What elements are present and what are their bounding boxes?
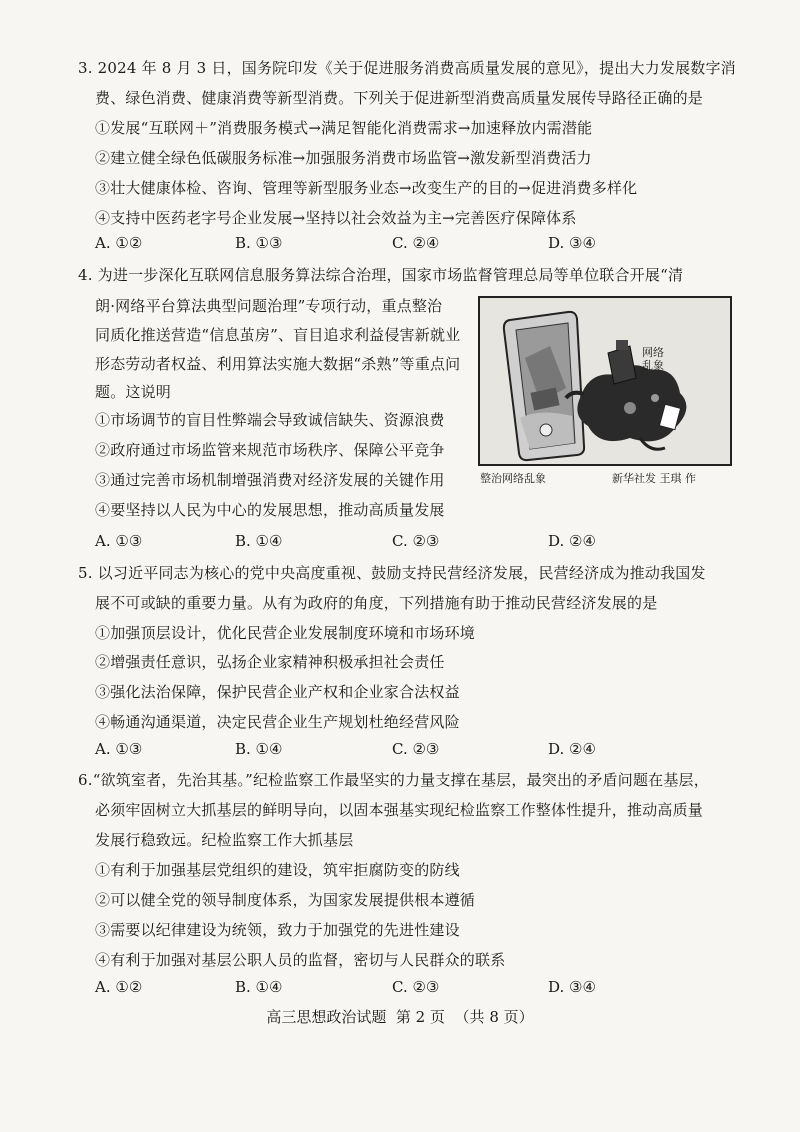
q4-item-2: ②政府通过市场监管来规范市场秩序、保障公平竞争 [95, 441, 445, 459]
q4-option-a: A. ①③ [95, 532, 143, 550]
q6-option-a: A. ①② [95, 978, 143, 996]
q4-option-d: D. ②④ [548, 532, 596, 550]
q3-option-c: C. ②④ [392, 234, 440, 252]
q4-options [95, 532, 735, 552]
q3-option-a: A. ①② [95, 234, 143, 252]
q4-option-c: C. ②③ [392, 532, 440, 550]
q5-item-3: ③强化法治保障，保护民营企业产权和企业家合法权益 [95, 683, 460, 701]
footer-title: 高三思想政治试题 [266, 1008, 387, 1026]
q5-stem-line-2: 展不可或缺的重要力量。从有为政府的角度，下列措施有助于推动民营经济发展的是 [95, 594, 658, 612]
q6-option-d: D. ③④ [548, 978, 596, 996]
q4-stem-line-5: 题。这说明 [95, 383, 172, 401]
q3-item-1: ①发展“互联网＋”消费服务模式→满足智能化消费需求→加速释放内需潜能 [95, 119, 593, 137]
q3-stem-line-1: 3. 2024 年 8 月 3 日，国务院印发《关于促进服务消费高质量发展的意见》，提出大力发展数字消 [78, 59, 736, 77]
q5-options [95, 740, 735, 760]
q6-stem-line-1: 6.“欲筑室者，先治其基。”纪检监察工作最坚实的力量支撑在基层，最突出的矛盾问题在基层， [78, 771, 709, 789]
q6-option-b: B. ①④ [235, 978, 283, 996]
q6-option-c: C. ②③ [392, 978, 440, 996]
q5-option-d: D. ②④ [548, 740, 596, 758]
q6-item-2: ②可以健全党的领导制度体系，为国家发展提供根本遵循 [95, 891, 476, 909]
q4-stem-line-3: 同质化推送营造“信息茧房”、盲目追求利益侵害新就业 [95, 326, 461, 344]
q4-item-4: ④要坚持以人民为中心的发展思想，推动高质量发展 [95, 501, 445, 519]
q6-item-4: ④有利于加强对基层公职人员的监督，密切与人民群众的联系 [95, 951, 506, 969]
q5-item-4: ④畅通沟通渠道，决定民营企业生产规划杜绝经营风险 [95, 713, 460, 731]
cartoon-caption-right: 新华社发 王琪 作 [612, 472, 696, 485]
q6-item-3: ③需要以纪律建设为统领，致力于加强党的先进性建设 [95, 921, 460, 939]
q4-item-3: ③通过完善市场机制增强消费对经济发展的关键作用 [95, 471, 445, 489]
cartoon-caption-left: 整治网络乱象 [480, 472, 546, 485]
cartoon-illustration [480, 298, 730, 464]
q5-option-c: C. ②③ [392, 740, 440, 758]
q5-item-2: ②增强责任意识，弘扬企业家精神积极承担社会责任 [95, 653, 445, 671]
cartoon-monster-label: 网络 乱象 [642, 346, 664, 372]
q6-item-1: ①有利于加强基层党组织的建设，筑牢拒腐防变的防线 [95, 861, 460, 879]
q5-option-a: A. ①③ [95, 740, 143, 758]
q4-stem-line-4: 形态劳动者权益、利用算法实施大数据“杀熟”等重点问 [95, 355, 461, 373]
q6-options [95, 978, 735, 998]
q4-item-1: ①市场调节的盲目性弊端会导致诚信缺失、资源浪费 [95, 411, 445, 429]
page-footer [0, 1006, 800, 1027]
footer-total-pages: （共 8 页） [454, 1008, 534, 1026]
q6-stem-line-2: 必须牢固树立大抓基层的鲜明导向，以固本强基实现纪检监察工作整体性提升，推动高质量 [95, 801, 704, 819]
q3-stem-line-2: 费、绿色消费、健康消费等新型消费。下列关于促进新型消费高质量发展传导路径正确的是 [95, 89, 704, 107]
footer-page-number: 第 2 页 [395, 1008, 445, 1026]
q5-item-1: ①加强顶层设计，优化民营企业发展制度环境和市场环境 [95, 624, 476, 642]
q6-stem-line-3: 发展行稳致远。纪检监察工作大抓基层 [95, 831, 354, 849]
q5-option-b: B. ①④ [235, 740, 283, 758]
q3-item-3: ③壮大健康体检、咨询、管理等新型服务业态→改变生产的目的→促进消费多样化 [95, 179, 638, 197]
q3-item-4: ④支持中医药老字号企业发展→坚持以社会效益为主→完善医疗保障体系 [95, 209, 577, 227]
q4-stem-line-2: 朗·网络平台算法典型问题治理”专项行动，重点整治 [95, 297, 443, 315]
q4-stem-line-1: 4. 为进一步深化互联网信息服务算法综合治理，国家市场监督管理总局等单位联合开展“清 [78, 266, 684, 284]
cartoon-image [478, 296, 732, 466]
q5-stem-line-1: 5. 以习近平同志为核心的党中央高度重视、鼓励支持民营经济发展，民营经济成为推动我国发 [78, 564, 706, 582]
q3-options [95, 234, 735, 254]
q4-option-b: B. ①④ [235, 532, 283, 550]
q3-option-d: D. ③④ [548, 234, 596, 252]
q3-option-b: B. ①③ [235, 234, 283, 252]
q3-item-2: ②建立健全绿色低碳服务标准→加强服务消费市场监管→激发新型消费活力 [95, 149, 592, 167]
